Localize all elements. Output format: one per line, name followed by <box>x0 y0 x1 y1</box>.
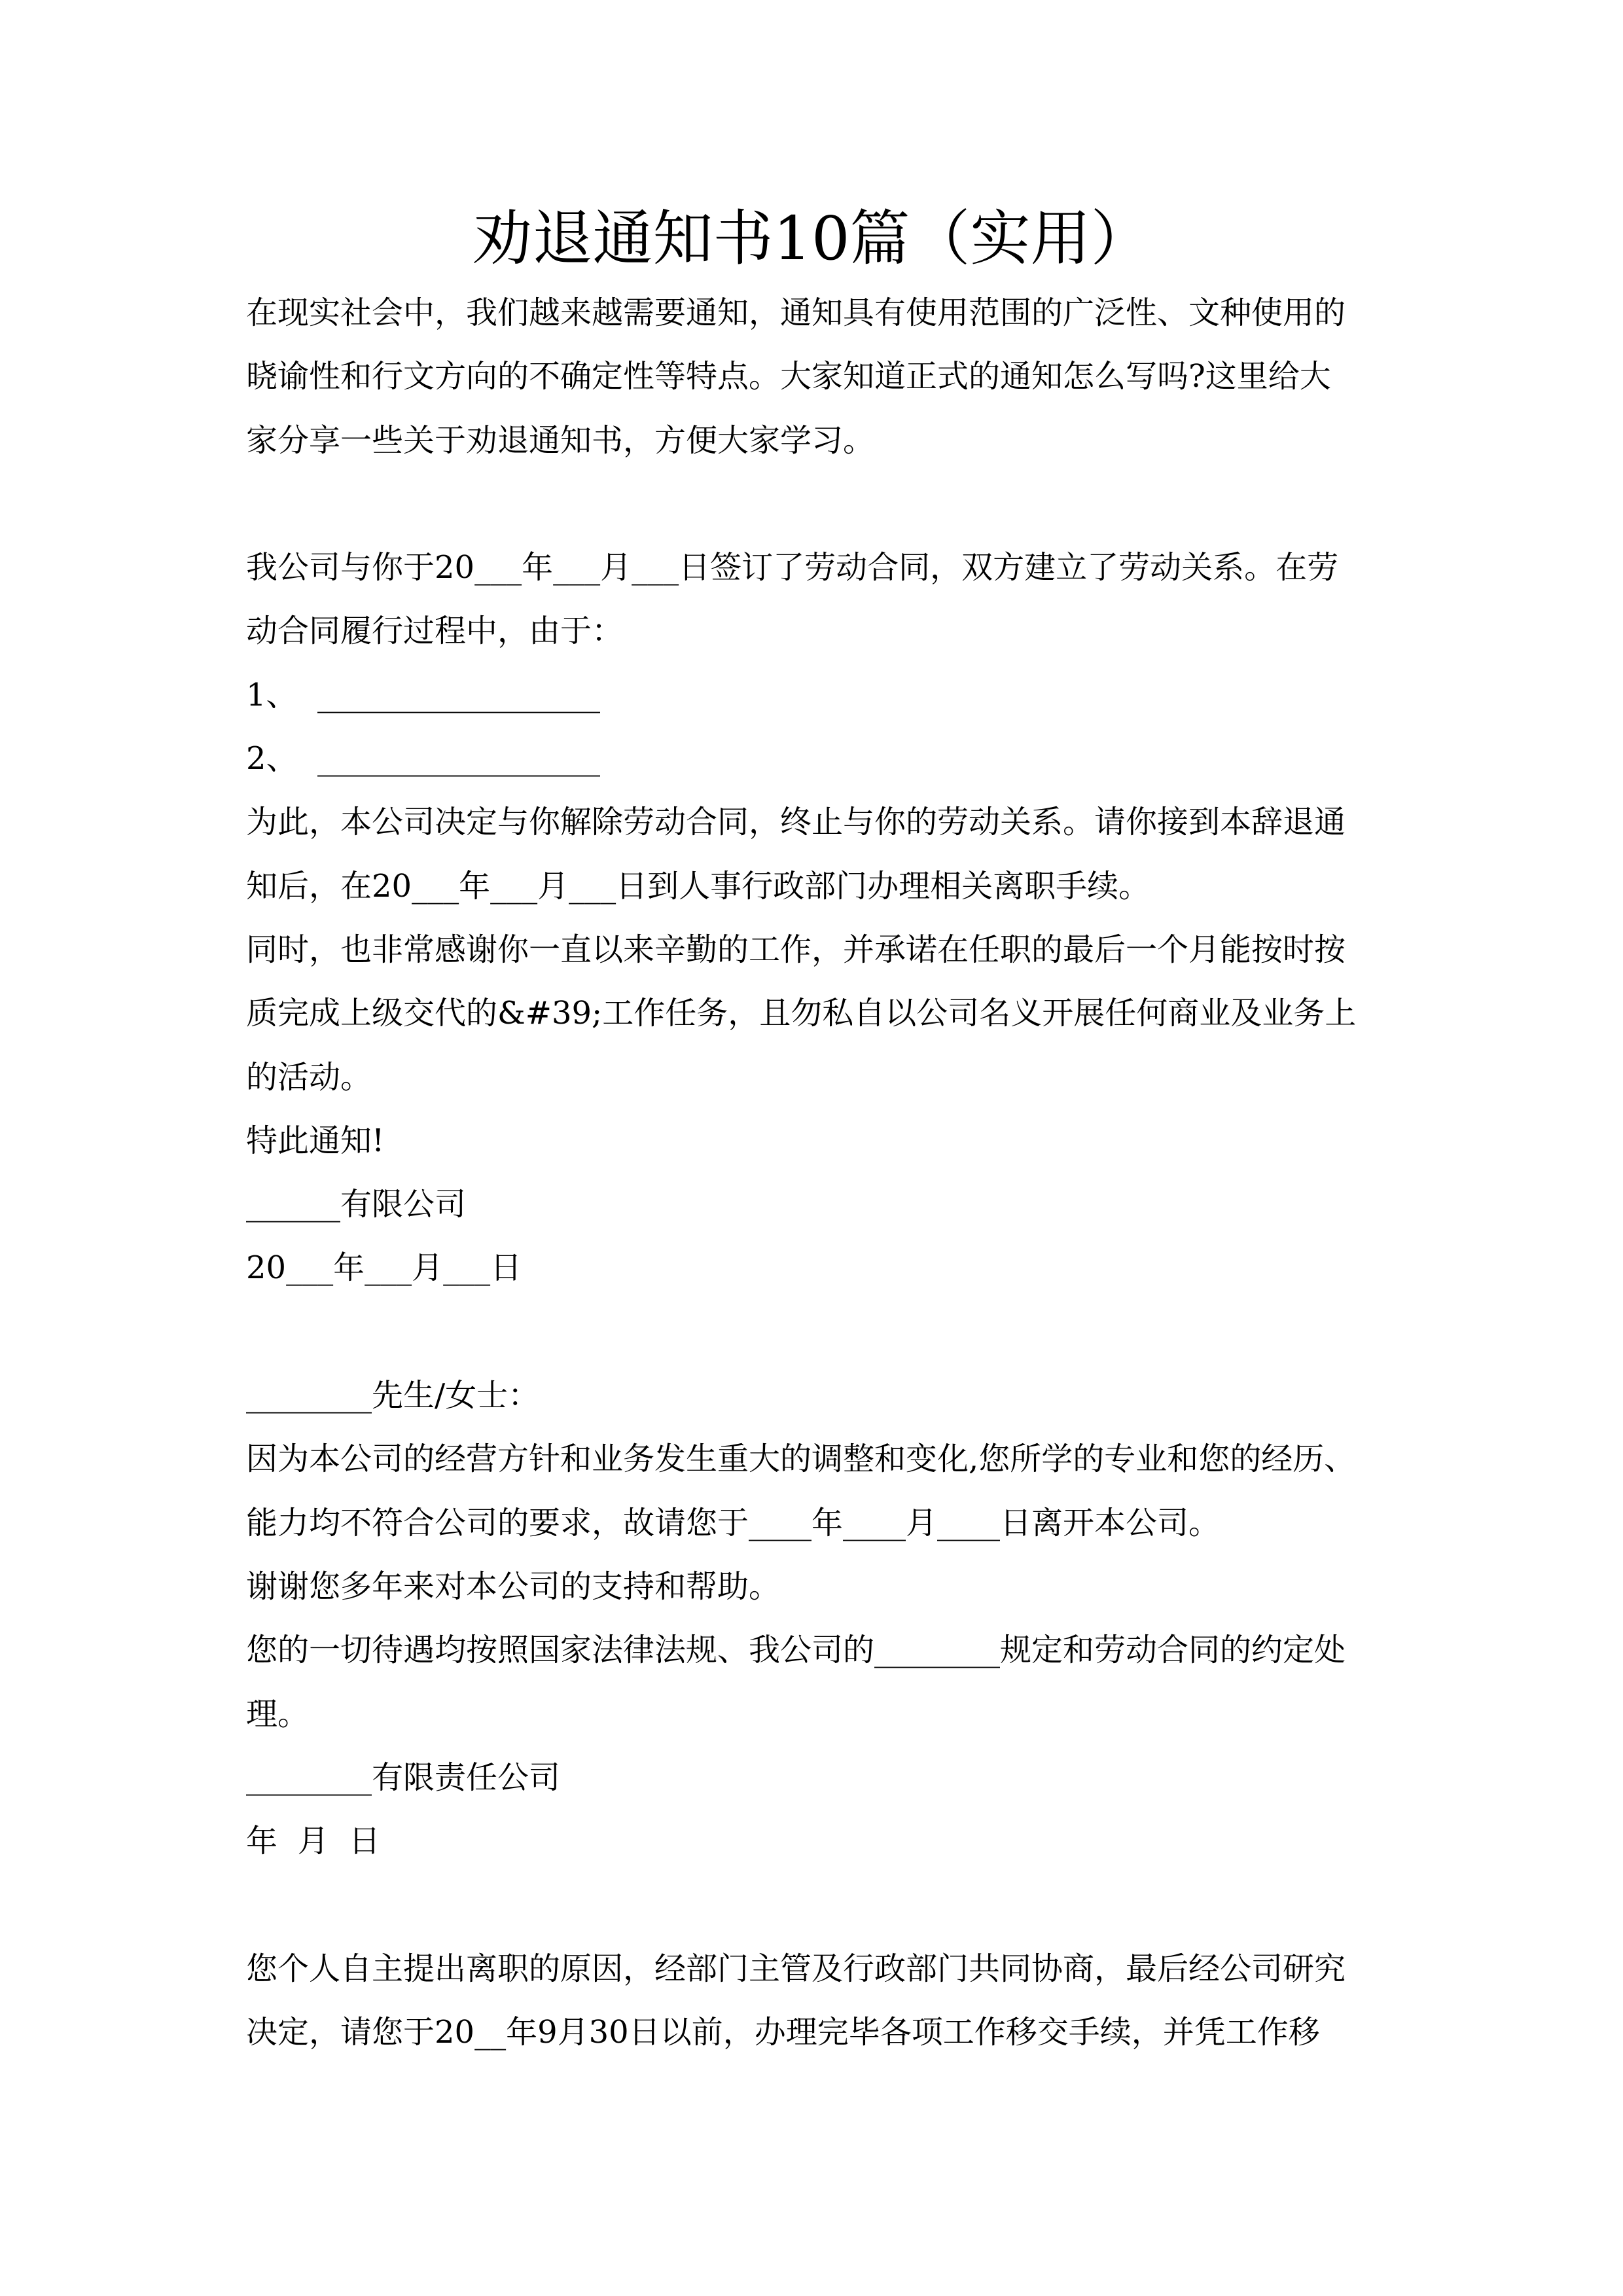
paragraph-line: 决定，请您于20__年9月30日以前，办理完毕各项工作移交手续，并凭工作移 <box>246 2014 1320 2051</box>
document-body <box>246 281 1398 2064</box>
paragraph-line: 年 月 日 <box>246 1823 381 1860</box>
paragraph-line: 在现实社会中，我们越来越需要通知，通知具有使用范围的广泛性、文种使用的 <box>246 295 1346 331</box>
paragraph-line: 您的一切待遇均按照国家法律法规、我公司的________规定和劳动合同的约定处 <box>246 1632 1346 1669</box>
paragraph-line: 质完成上级交代的&#39;工作任务，且勿私自以公司名义开展任何商业及业务上 <box>246 995 1357 1032</box>
blank-line <box>246 1300 1398 1364</box>
blank-line <box>246 1873 1398 1937</box>
paragraph-line: 同时，也非常感谢你一直以来辛勤的工作，并承诺在任职的最后一个月能按时按 <box>246 931 1346 968</box>
paragraph-line: 我公司与你于20___年___月___日签订了劳动合同，双方建立了劳动关系。在劳 <box>246 549 1339 586</box>
paragraph-line: 为此，本公司决定与你解除劳动合同，终止与你的劳动关系。请你接到本辞退通 <box>246 804 1346 841</box>
document-title: 劝退通知书10篇（实用） <box>472 204 1151 274</box>
paragraph-line: 您个人自主提出离职的原因，经部门主管及行政部门共同协商，最后经公司研究 <box>246 1950 1346 1987</box>
paragraph-line: 晓谕性和行文方向的不确定性等特点。大家知道正式的通知怎么写吗?这里给大 <box>246 358 1331 395</box>
paragraph-line: 理。 <box>246 1695 310 1732</box>
paragraph-line: ________先生/女士： <box>246 1377 540 1414</box>
paragraph-line: 2、 __________________ <box>246 740 601 778</box>
paragraph-line: 能力均不符合公司的要求，故请您于____年____月____日离开本公司。 <box>246 1504 1221 1541</box>
paragraph-line: 1、 __________________ <box>246 676 601 713</box>
paragraph-line: 家分享一些关于劝退通知书，方便大家学习。 <box>246 422 875 459</box>
paragraph-line: 动合同履行过程中，由于： <box>246 613 624 650</box>
paragraph-line: 知后，在20___年___月___日到人事行政部门办理相关离职手续。 <box>246 867 1150 905</box>
paragraph-line: 的活动。 <box>246 1058 372 1096</box>
paragraph-line: ________有限责任公司 <box>246 1759 561 1796</box>
paragraph-line: ______有限公司 <box>246 1186 467 1223</box>
paragraph-line: 谢谢您多年来对本公司的支持和帮助。 <box>246 1568 781 1605</box>
paragraph-line: 特此通知! <box>246 1122 385 1159</box>
paragraph-line: 20___年___月___日 <box>246 1249 522 1287</box>
blank-line <box>246 473 1398 536</box>
paragraph-line: 因为本公司的经营方针和业务发生重大的调整和变化,您所学的专业和您的经历、 <box>246 1441 1356 1478</box>
